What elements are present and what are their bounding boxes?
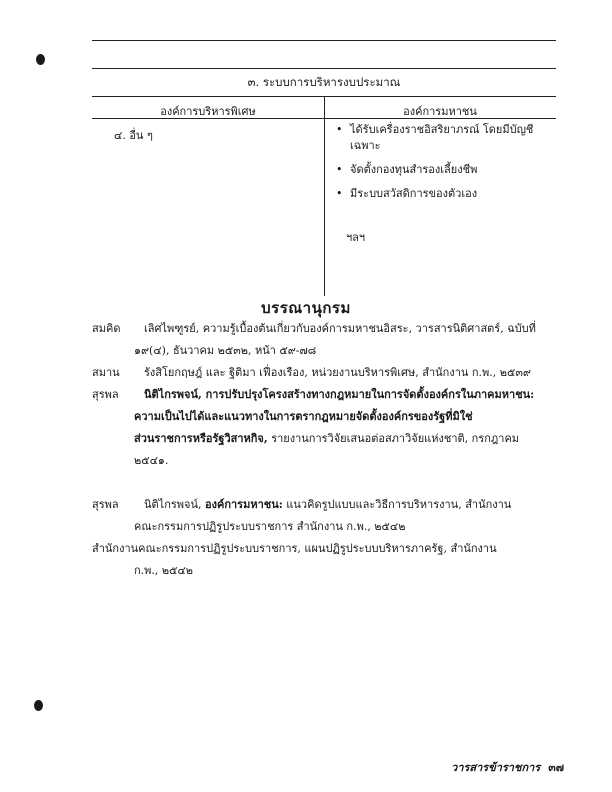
table-column-divider: [324, 96, 325, 296]
entry-title-bold: ส่วนราชการหรือรัฐวิสาหกิจ,: [134, 432, 268, 445]
entry-text: รายงานการวิจัยเสนอต่อสภาวิจัยแห่งชาติ, กรกฎาคม: [267, 432, 520, 445]
punch-hole-mark: [36, 54, 45, 65]
bibliography-entry: [92, 318, 562, 362]
col-header-special-agency: องค์การบริหารพิเศษ: [160, 105, 256, 118]
entry-text: ๒๕๔๑.: [134, 454, 169, 467]
bibliography-entry: [92, 494, 562, 538]
entry-title-bold: ความเป็นไปได้และแนวทางในการตรากฎหมายจัดตั้งองค์กรของรัฐที่มิใช่: [134, 410, 473, 423]
etc-marker: ฯลฯ: [346, 231, 366, 244]
page-footer: [451, 758, 564, 776]
entry-text: นิติไกรพจน์, การปรับปรุงโครงสร้างทางกฎหมายในการจัดตั้งองค์กรในภาคมหาชน:: [144, 388, 535, 401]
entry-author: สุรพล: [92, 498, 119, 511]
bibliography-heading: บรรณานุกรม: [261, 299, 351, 317]
entry-text: คณะกรรมการปฏิรูประบบราชการ สำนักงาน ก.พ., ๒๕๔๒: [134, 520, 406, 533]
entry-text: แนวคิดรูปแบบและวิธีการบริหารงาน, สำนักงาน: [282, 498, 512, 511]
table-cell-left: ๔. อื่น ๆ: [114, 129, 153, 142]
list-item-text: จัดตั้งกองทุนสำรองเลี้ยงชีพ: [350, 163, 478, 176]
footer-journal-name: วารสารข้าราชการ: [451, 761, 541, 774]
bullet-icon: •: [336, 123, 343, 136]
bullet-icon: •: [336, 187, 343, 200]
list-item: [336, 162, 551, 178]
entry-text: ๑๙(๔), ธันวาคม ๒๕๓๒, หน้า ๕๙-๗๘: [134, 344, 317, 357]
entry-author: สมคิด: [92, 322, 121, 335]
bibliography-entry: [92, 538, 562, 582]
entry-text: รังสิโยกฤษฎ์ และ ฐิติมา เฟื่องเรือง, หน่วยงานบริหารพิเศษ, สำนักงาน ก.พ., ๒๕๓๙: [144, 366, 531, 379]
entry-author: สุรพล: [92, 388, 119, 401]
list-item-text: ได้รับเครื่องราชอิสริยาภรณ์ โดยมีบัญชีเฉพาะ: [350, 123, 534, 152]
punch-hole-mark: [34, 700, 43, 711]
bibliography-entry: [92, 384, 562, 472]
table-top-rule: [92, 40, 556, 41]
table-cell-right-list: [336, 122, 551, 210]
list-item-text: มีระบบสวัสดิการของตัวเอง: [350, 187, 478, 200]
entry-text: เลิศไพฑูรย์, ความรู้เบื้องต้นเกี่ยวกับองค์การมหาชนอิสระ, วารสารนิติศาสตร์, ฉบับที่: [144, 322, 536, 335]
entry-text: นิติไกรพจน์,: [144, 498, 205, 511]
entry-text: สำนักงานคณะกรรมการปฏิรูประบบราชการ, แผนปฏิรูประบบบริหารภาครัฐ, สำนักงาน: [92, 542, 497, 555]
entry-author: สมาน: [92, 366, 120, 379]
entry-text: ก.พ., ๒๕๔๒: [134, 564, 194, 577]
entry-title-bold: องค์การมหาชน:: [204, 498, 283, 511]
list-item: [336, 122, 551, 154]
list-item: [336, 186, 551, 202]
table-rule: [92, 68, 556, 69]
page-number: ๓๗: [548, 761, 564, 774]
bibliography-entry: [92, 362, 562, 384]
bullet-icon: •: [336, 163, 343, 176]
table-title: ๓. ระบบการบริหารงบประมาณ: [247, 75, 401, 89]
col-header-public-organization: องค์การมหาชน: [403, 105, 477, 118]
